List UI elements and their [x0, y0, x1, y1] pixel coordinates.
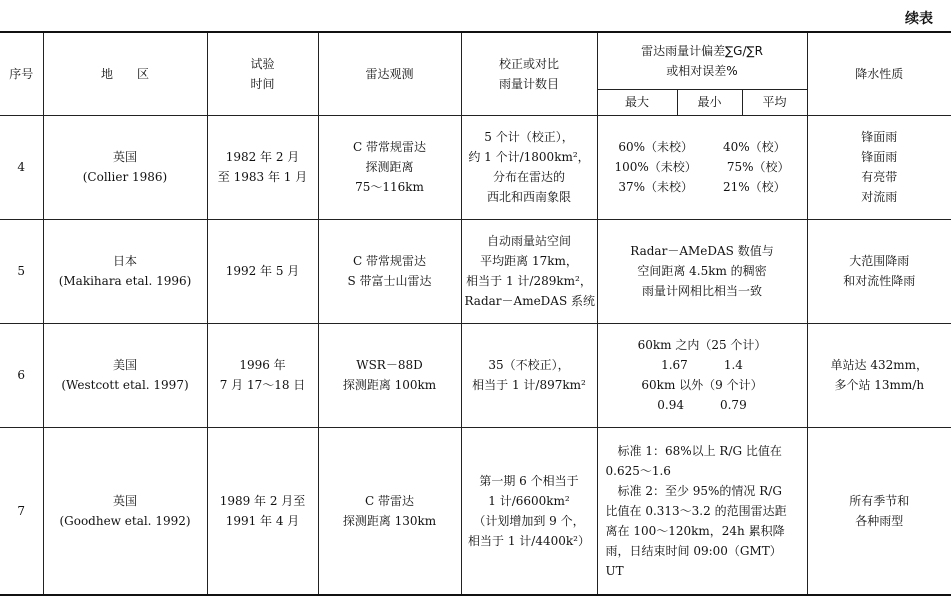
- row-region: 英国 (Collier 1986): [43, 115, 207, 219]
- row-radar: C 带常规雷达 探测距离 75～116km: [318, 115, 461, 219]
- row-seq: 4: [0, 115, 43, 219]
- header-max: 最大: [597, 89, 677, 115]
- header-precip: 降水性质: [807, 32, 951, 115]
- header-radar: 雷达观测: [318, 32, 461, 115]
- header-region: 地 区: [43, 32, 207, 115]
- row-radar: C 带雷达 探测距离 130km: [318, 427, 461, 595]
- table-row: [0, 323, 951, 427]
- row-period: 1992 年 5 月: [207, 219, 318, 323]
- row-region: 英国 (Goodhew etal. 1992): [43, 427, 207, 595]
- row-precip: 锋面雨 锋面雨 有亮带 对流雨: [807, 115, 951, 219]
- row-gauges: 第一期 6 个相当于 1 计/6600km² （计划增加到 9 个， 相当于 1 计/4400k²）: [461, 427, 597, 595]
- row-precip: 单站达 432mm， 多个站 13mm/h: [807, 323, 951, 427]
- row-period: 1996 年 7 月 17～18 日: [207, 323, 318, 427]
- row-bias: 60%（未校） 40%（校） 100%（未校） 75%（校） 37%（未校） 21%（校）: [597, 115, 807, 219]
- row-precip: 所有季节和 各种雨型: [807, 427, 951, 595]
- row-bias: 60km 之内（25 个计） 1.67 1.4 60km 以外（9 个计） 0.94 0.79: [597, 323, 807, 427]
- row-seq: 7: [0, 427, 43, 595]
- table-row: [0, 219, 951, 323]
- row-seq: 6: [0, 323, 43, 427]
- header-period: 试验 时间: [207, 32, 318, 115]
- header-seq: 序号: [0, 32, 43, 115]
- row-region: 美国 (Westcott etal. 1997): [43, 323, 207, 427]
- continued-label: 续表: [905, 11, 933, 27]
- header-gauges: 校正或对比 雨量计数目: [461, 32, 597, 115]
- row-gauges: 35（不校正）， 相当于 1 计/897km²: [461, 323, 597, 427]
- header-bias: 雷达雨量计偏差∑G/∑R 或相对误差%: [597, 32, 807, 89]
- row-precip: 大范围降雨 和对流性降雨: [807, 219, 951, 323]
- row-bias: Radar－AMeDAS 数值与 空间距离 4.5km 的稠密 雨量计网相比相当一致: [597, 219, 807, 323]
- row-seq: 5: [0, 219, 43, 323]
- header-avg: 平均: [742, 89, 807, 115]
- table-row: [0, 427, 951, 595]
- row-period: 1982 年 2 月 至 1983 年 1 月: [207, 115, 318, 219]
- row-period: 1989 年 2 月至 1991 年 4 月: [207, 427, 318, 595]
- header-min: 最小: [677, 89, 742, 115]
- row-radar: WSR－88D 探测距离 100km: [318, 323, 461, 427]
- row-gauges: 自动雨量站空间 平均距离 17km， 相当于 1 计/289km²， Radar－AmeDAS 系统: [461, 219, 597, 323]
- table-row: [0, 115, 951, 219]
- row-region: 日本 (Makihara etal. 1996): [43, 219, 207, 323]
- row-bias: 标准 1：68%以上 R/G 比值在 0.625～1.6 标准 2：至少 95%的情况 R/G 比值在 0.313～3.2 的范围雷达距 离在 100～120km，24h 累积降 雨，日结束时间 09:00（GMT） UT: [597, 427, 807, 595]
- row-radar: C 带常规雷达 S 带富士山雷达: [318, 219, 461, 323]
- row-gauges: 5 个计（校正）， 约 1 个计/1800km²， 分布在雷达的 西北和西南象限: [461, 115, 597, 219]
- radar-gauge-comparison-table: [0, 31, 951, 596]
